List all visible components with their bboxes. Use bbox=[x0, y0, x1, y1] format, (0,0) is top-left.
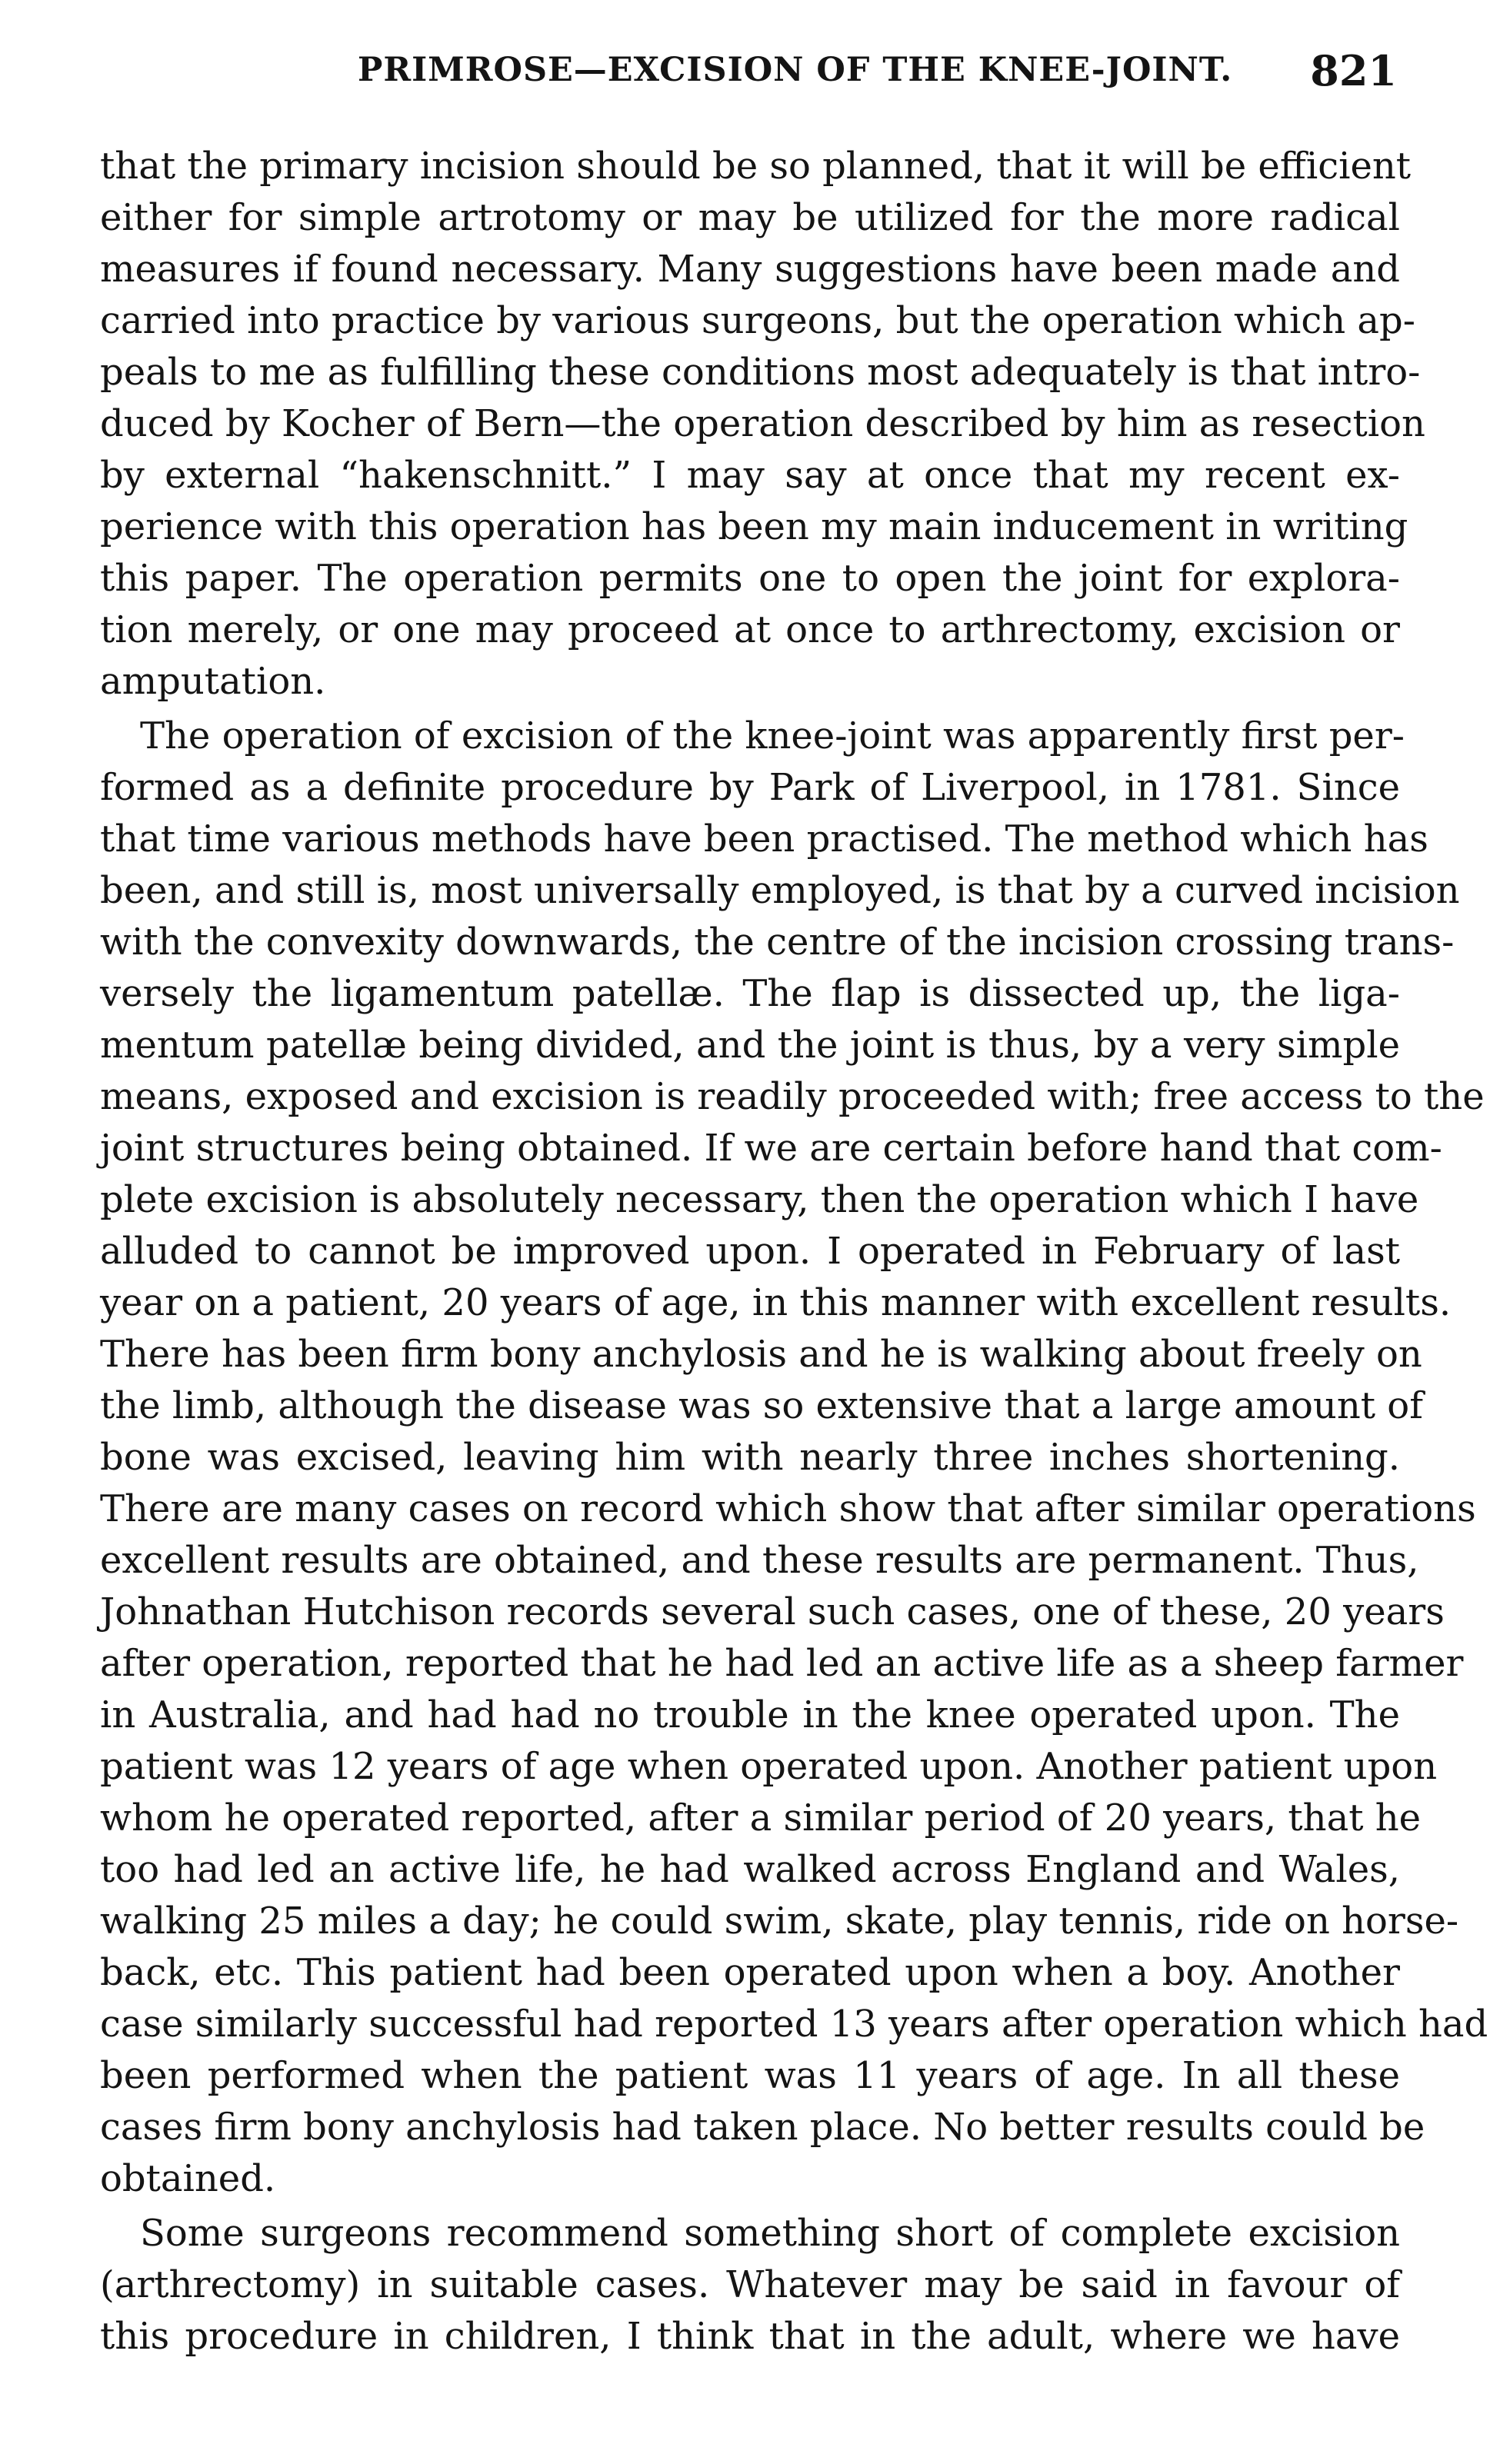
text-line: joint structures being obtained. If we are certain before hand that com- bbox=[100, 1127, 1442, 1170]
text-line: Some surgeons recommend something short of complete excision bbox=[140, 2212, 1400, 2255]
text-line: obtained. bbox=[100, 2157, 276, 2200]
running-header bbox=[100, 46, 1397, 105]
text-line: back, etc. This patient had been operated upon when a boy. Another bbox=[100, 1951, 1400, 1994]
text-line: that the primary incision should be so planned, that it will be efficient bbox=[100, 145, 1412, 188]
text-line: walking 25 miles a day; he could swim, skate, play tennis, ride on horse- bbox=[100, 1900, 1459, 1943]
page-number: 821 bbox=[1310, 46, 1397, 95]
text-line: bone was excised, leaving him with nearly three inches shortening. bbox=[100, 1436, 1400, 1479]
text-line: that time various methods have been practised. The method which has bbox=[100, 817, 1428, 861]
text-line: amputation. bbox=[100, 660, 326, 703]
text-line: Johnathan Hutchison records several such cases, one of these, 20 years bbox=[100, 1590, 1445, 1633]
text-line: formed as a definite procedure by Park of Liverpool, in 1781. Since bbox=[100, 766, 1400, 809]
paragraph bbox=[100, 2208, 1400, 2362]
text-line: perience with this operation has been my main inducement in writing bbox=[100, 505, 1408, 548]
text-line: the limb, although the disease was so extensive that a large amount of bbox=[100, 1384, 1423, 1427]
text-line: tion merely, or one may proceed at once to arthrectomy, excision or bbox=[100, 608, 1400, 651]
text-line: either for simple artrotomy or may be utilized for the more radical bbox=[100, 196, 1400, 239]
text-line: peals to me as fulfilling these conditions most adequately is that intro- bbox=[100, 351, 1421, 394]
text-line: There are many cases on record which show that after similar operations bbox=[100, 1487, 1476, 1530]
paragraph bbox=[100, 711, 1488, 2205]
text-line: after operation, reported that he had led an active life as a sheep farmer bbox=[100, 1642, 1464, 1685]
text-line: carried into practice by various surgeons, but the operation which ap- bbox=[100, 299, 1415, 342]
text-line: patient was 12 years of age when operated upon. Another patient upon bbox=[100, 1745, 1438, 1788]
paragraph bbox=[100, 141, 1425, 708]
text-line: The operation of excision of the knee-joint was apparently first per- bbox=[140, 714, 1405, 758]
text-line: There has been firm bony anchylosis and he is walking about freely on bbox=[100, 1333, 1422, 1376]
text-line: been performed when the patient was 11 years of age. In all these bbox=[100, 2054, 1400, 2097]
text-line: means, exposed and excision is readily proceeded with; free access to the bbox=[100, 1075, 1485, 1118]
text-line: duced by Kocher of Bern—the operation described by him as resection bbox=[100, 402, 1425, 445]
running-title: PRIMROSE—EXCISION OF THE KNEE-JOINT. bbox=[358, 51, 1233, 89]
text-line: measures if found necessary. Many suggestions have been made and bbox=[100, 248, 1400, 291]
text-line: mentum patellæ being divided, and the joint is thus, by a very simple bbox=[100, 1024, 1400, 1067]
text-line: with the convexity downwards, the centre of the incision crossing trans- bbox=[100, 921, 1455, 964]
text-line: excellent results are obtained, and these results are permanent. Thus, bbox=[100, 1539, 1419, 1582]
text-line: whom he operated reported, after a similar period of 20 years, that he bbox=[100, 1796, 1422, 1840]
text-line: case similarly successful had reported 13 years after operation which had bbox=[100, 2003, 1488, 2046]
text-line: in Australia, and had had no trouble in the knee operated upon. The bbox=[100, 1693, 1400, 1736]
text-line: by external “hakenschnitt.” I may say at once that my recent ex- bbox=[100, 454, 1400, 497]
body-text bbox=[100, 141, 1488, 2362]
text-line: this procedure in children, I think that in the adult, where we have bbox=[100, 2315, 1400, 2358]
text-line: alluded to cannot be improved upon. I operated in February of last bbox=[100, 1230, 1400, 1273]
text-line: this paper. The operation permits one to open the joint for explora- bbox=[100, 557, 1400, 600]
text-line: year on a patient, 20 years of age, in this manner with excellent results. bbox=[100, 1281, 1452, 1324]
text-line: (arthrectomy) in suitable cases. Whatever may be said in favour of bbox=[100, 2263, 1400, 2306]
text-line: plete excision is absolutely necessary, then the operation which I have bbox=[100, 1178, 1419, 1221]
text-line: been, and still is, most universally employed, is that by a curved incision bbox=[100, 869, 1460, 912]
text-line: versely the ligamentum patellæ. The flap is dissected up, the liga- bbox=[100, 972, 1400, 1015]
text-line: cases firm bony anchylosis had taken place. No better results could be bbox=[100, 2106, 1425, 2149]
text-line: too had led an active life, he had walked across England and Wales, bbox=[100, 1848, 1400, 1891]
